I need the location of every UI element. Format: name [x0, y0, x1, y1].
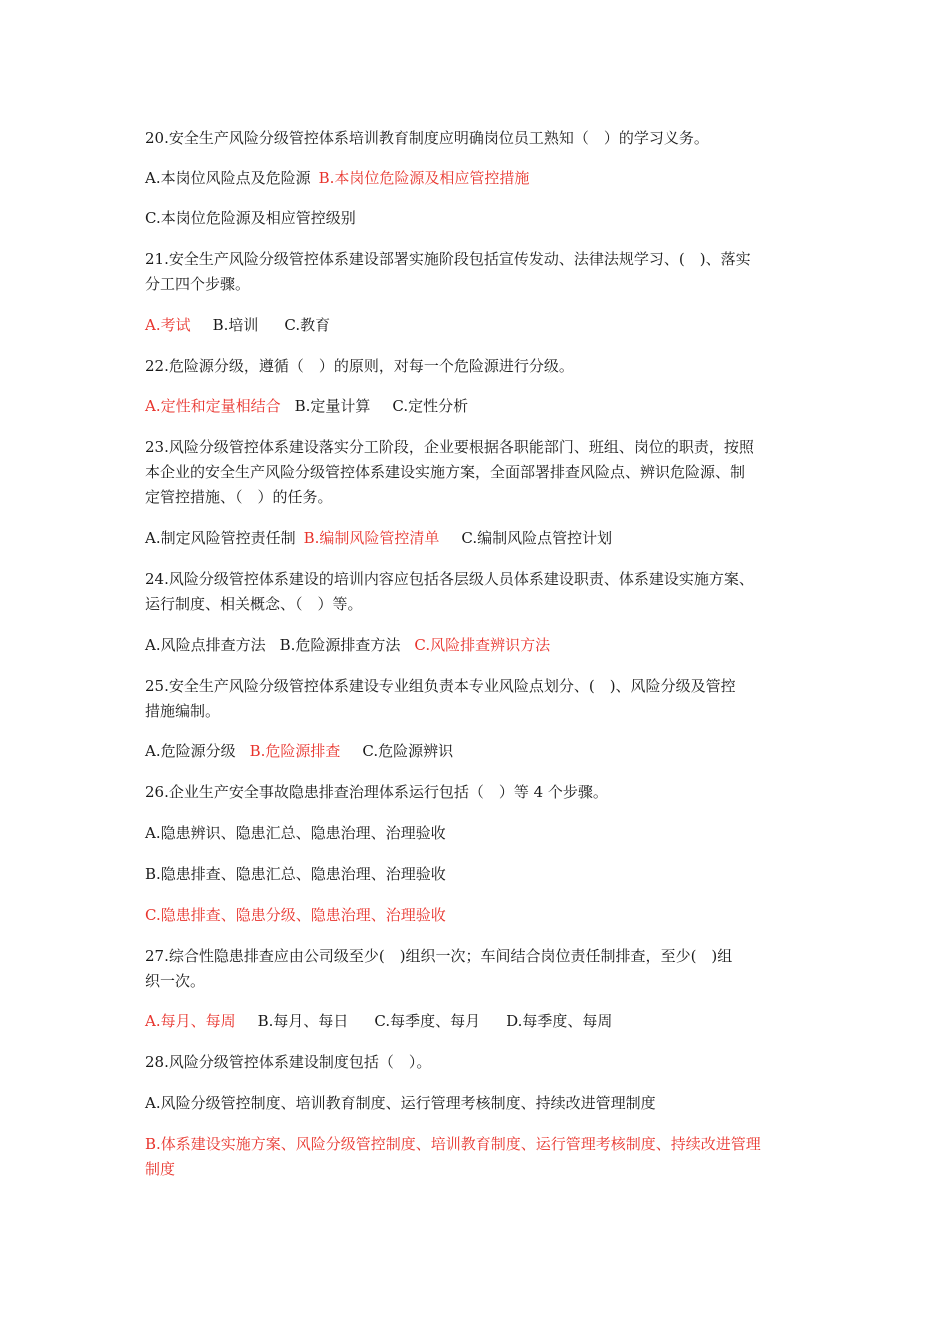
question-21-line-1: 21.安全生产风险分级管控体系建设部署实施阶段包括宣传发动、法律法规学习、( )、落实: [145, 250, 751, 268]
option-27-b: B.每月、每日: [257, 1012, 349, 1030]
question-21-line-2: 分工四个步骤。: [145, 275, 251, 293]
question-23-line-3: 定管控措施、（ ）的任务。: [145, 488, 333, 506]
option-26-c-answer: C.隐患排查、隐患分级、隐患治理、治理验收: [145, 906, 446, 924]
option-27-d: D.每季度、每周: [506, 1012, 613, 1030]
question-25-line-2: 措施编制。: [145, 702, 221, 720]
options-row-21: [145, 313, 825, 337]
option-25-a: A.危险源分级: [145, 742, 236, 760]
question-23-line-1: 23.风险分级管控体系建设落实分工阶段，企业要根据各职能部门、班组、岗位的职责，按照: [145, 438, 754, 456]
question-24-line-1: 24.风险分级管控体系建设的培训内容应包括各层级人员体系建设职责、体系建设实施方案、: [145, 570, 754, 588]
options-row-27: [145, 1009, 825, 1033]
option-27-c: C.每季度、每月: [374, 1012, 481, 1030]
option-27-a-answer: A.每月、每周: [145, 1012, 236, 1030]
option-25-c: C.危险源辨识: [362, 742, 454, 760]
option-20-a: A.本岗位风险点及危险源: [145, 169, 311, 187]
question-27-line-2: 织一次。: [145, 972, 206, 990]
option-24-c-answer: C.风险排查辨识方法: [414, 636, 551, 654]
question-26: 26.企业生产安全事故隐患排查治理体系运行包括（ ）等 4 个步骤。: [145, 783, 608, 801]
question-22: 22.危险源分级，遵循（ ）的原则，对每一个危险源进行分级。: [145, 357, 574, 375]
options-row-23: [145, 526, 825, 550]
option-23-c: C.编制风险点管控计划: [461, 529, 613, 547]
options-row-20: [145, 166, 825, 190]
option-21-b: B.培训: [212, 316, 259, 334]
option-21-c: C.教育: [284, 316, 331, 334]
question-27-line-1: 27.综合性隐患排查应由公司级至少( )组织一次；车间结合岗位责任制排查，至少( )组: [145, 947, 733, 965]
option-26-a: A.隐患辨识、隐患汇总、隐患治理、治理验收: [145, 824, 446, 842]
option-23-b-answer: B.编制风险管控清单: [303, 529, 440, 547]
option-21-a-answer: A.考试: [145, 316, 191, 334]
option-26-b: B.隐患排查、隐患汇总、隐患治理、治理验收: [145, 865, 446, 883]
question-20: 20.安全生产风险分级管控体系培训教育制度应明确岗位员工熟知（ ）的学习义务。: [145, 129, 709, 147]
option-20-b-answer: B.本岗位危险源及相应管控措施: [318, 169, 530, 187]
option-28-b-answer-line-2: 制度: [145, 1160, 176, 1178]
options-row-25: [145, 739, 825, 763]
question-28: 28.风险分级管控体系建设制度包括（ ）。: [145, 1053, 432, 1071]
question-24-line-2: 运行制度、相关概念、（ ）等。: [145, 595, 363, 613]
option-20-c: C.本岗位危险源及相应管控级别: [145, 209, 356, 227]
option-28-a: A.风险分级管控制度、培训教育制度、运行管理考核制度、持续改进管理制度: [145, 1094, 656, 1112]
option-25-b-answer: B.危险源排查: [249, 742, 341, 760]
option-24-b: B.危险源排查方法: [279, 636, 401, 654]
option-22-a-answer: A.定性和定量相结合: [145, 397, 281, 415]
options-row-22: [145, 394, 825, 418]
options-row-24: [145, 633, 825, 657]
question-25-line-1: 25.安全生产风险分级管控体系建设专业组负责本专业风险点划分、( )、风险分级及管控: [145, 677, 736, 695]
question-23-line-2: 本企业的安全生产风险分级管控体系建设实施方案，全面部署排查风险点、辨识危险源、制: [145, 463, 746, 481]
option-24-a: A.风险点排查方法: [145, 636, 266, 654]
option-23-a: A.制定风险管控责任制: [145, 529, 296, 547]
option-28-b-answer-line-1: B.体系建设实施方案、风险分级管控制度、培训教育制度、运行管理考核制度、持续改进管理: [145, 1135, 761, 1153]
option-22-c: C.定性分析: [392, 397, 469, 415]
option-22-b: B.定量计算: [294, 397, 371, 415]
